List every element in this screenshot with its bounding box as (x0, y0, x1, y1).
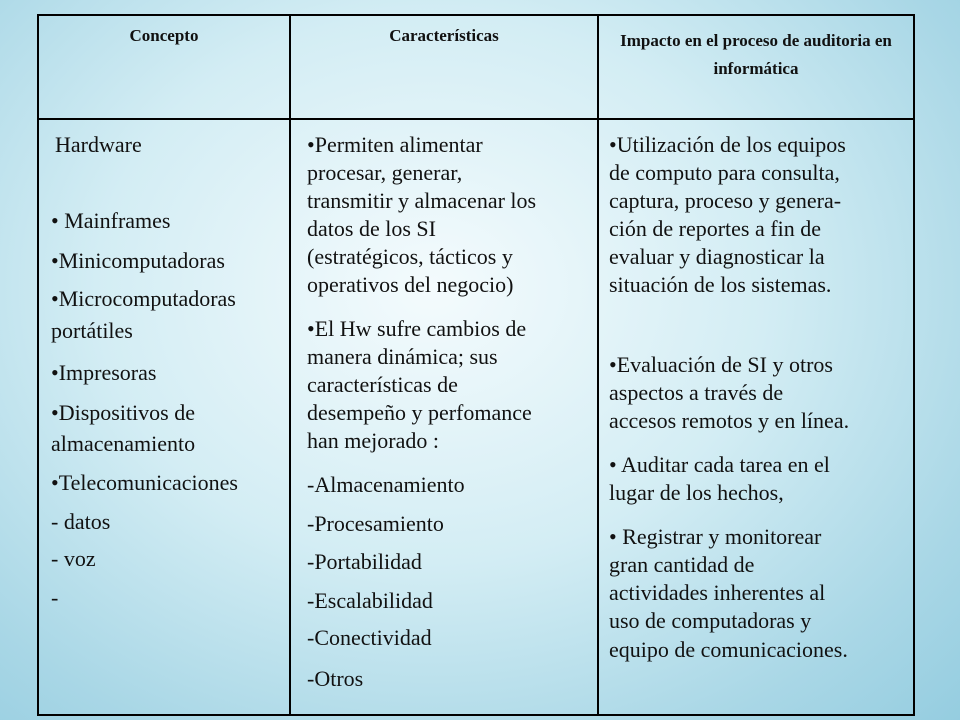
concepto-cell (39, 120, 289, 714)
caracteristicas-line: desempeño y perfomance (307, 400, 532, 425)
impacto-line: ción de reportes a fin de (609, 216, 821, 241)
concepto-item: - voz (51, 546, 96, 571)
concepto-item: •Dispositivos de (51, 400, 195, 425)
impacto-line: aspectos a través de (609, 380, 784, 405)
comparison-table (37, 14, 915, 716)
impacto-line: uso de computadoras y (609, 608, 812, 633)
concepto-item: - (51, 585, 59, 610)
impacto-line: evaluar y diagnosticar la (609, 244, 825, 269)
concepto-title: Hardware (55, 132, 142, 157)
caracteristicas-line: transmitir y almacenar los (307, 188, 537, 213)
caracteristicas-line: -Otros (307, 666, 364, 691)
impacto-line: accesos remotos y en línea. (609, 408, 850, 433)
impacto-line: de computo para consulta, (609, 160, 840, 185)
impacto-line: captura, proceso y genera- (609, 188, 842, 213)
caracteristicas-line: -Almacenamiento (307, 472, 465, 497)
impacto-line: equipo de comunicaciones. (609, 637, 848, 662)
concepto-item: •Telecomunicaciones (51, 470, 238, 495)
caracteristicas-line: •Permiten alimentar (307, 132, 483, 157)
caracteristicas-line: operativos del negocio) (307, 272, 514, 297)
caracteristicas-line: características de (307, 372, 458, 397)
table-header-row (39, 16, 913, 120)
concepto-item: •Microcomputadoras (51, 286, 236, 311)
caracteristicas-line: -Conectividad (307, 625, 432, 650)
impacto-line: actividades inherentes al (609, 580, 826, 605)
caracteristicas-cell (291, 120, 597, 714)
caracteristicas-line: manera dinámica; sus (307, 344, 498, 369)
impacto-line: •Utilización de los equipos (609, 132, 846, 157)
caracteristicas-line: han mejorado : (307, 428, 439, 453)
impacto-line: situación de los sistemas. (609, 272, 832, 297)
impacto-line: gran cantidad de (609, 552, 755, 577)
caracteristicas-line: -Escalabilidad (307, 588, 433, 613)
caracteristicas-line: -Portabilidad (307, 549, 422, 574)
impacto-cell (599, 120, 913, 714)
caracteristicas-line: procesar, generar, (307, 160, 463, 185)
impacto-line: • Registrar y monitorear (609, 524, 822, 549)
impacto-line: lugar de los hechos, (609, 480, 784, 505)
concepto-item: almacenamiento (51, 431, 196, 456)
impacto-line: • Auditar cada tarea en el (609, 452, 830, 477)
header-concepto: Concepto (129, 26, 199, 45)
concepto-item: •Minicomputadoras (51, 248, 225, 273)
caracteristicas-line: datos de los SI (307, 216, 436, 241)
concepto-item: - datos (51, 509, 111, 534)
concepto-item: •Impresoras (51, 360, 157, 385)
concepto-item: portátiles (51, 318, 133, 343)
caracteristicas-line: •El Hw sufre cambios de (307, 316, 527, 341)
impacto-line: •Evaluación de SI y otros (609, 352, 833, 377)
caracteristicas-line: -Procesamiento (307, 511, 444, 536)
caracteristicas-line: (estratégicos, tácticos y (307, 244, 513, 269)
header-caracteristicas: Características (389, 26, 499, 45)
concepto-item: • Mainframes (51, 208, 171, 233)
header-impacto: Impacto en el proceso de auditoria en informática (620, 31, 892, 78)
